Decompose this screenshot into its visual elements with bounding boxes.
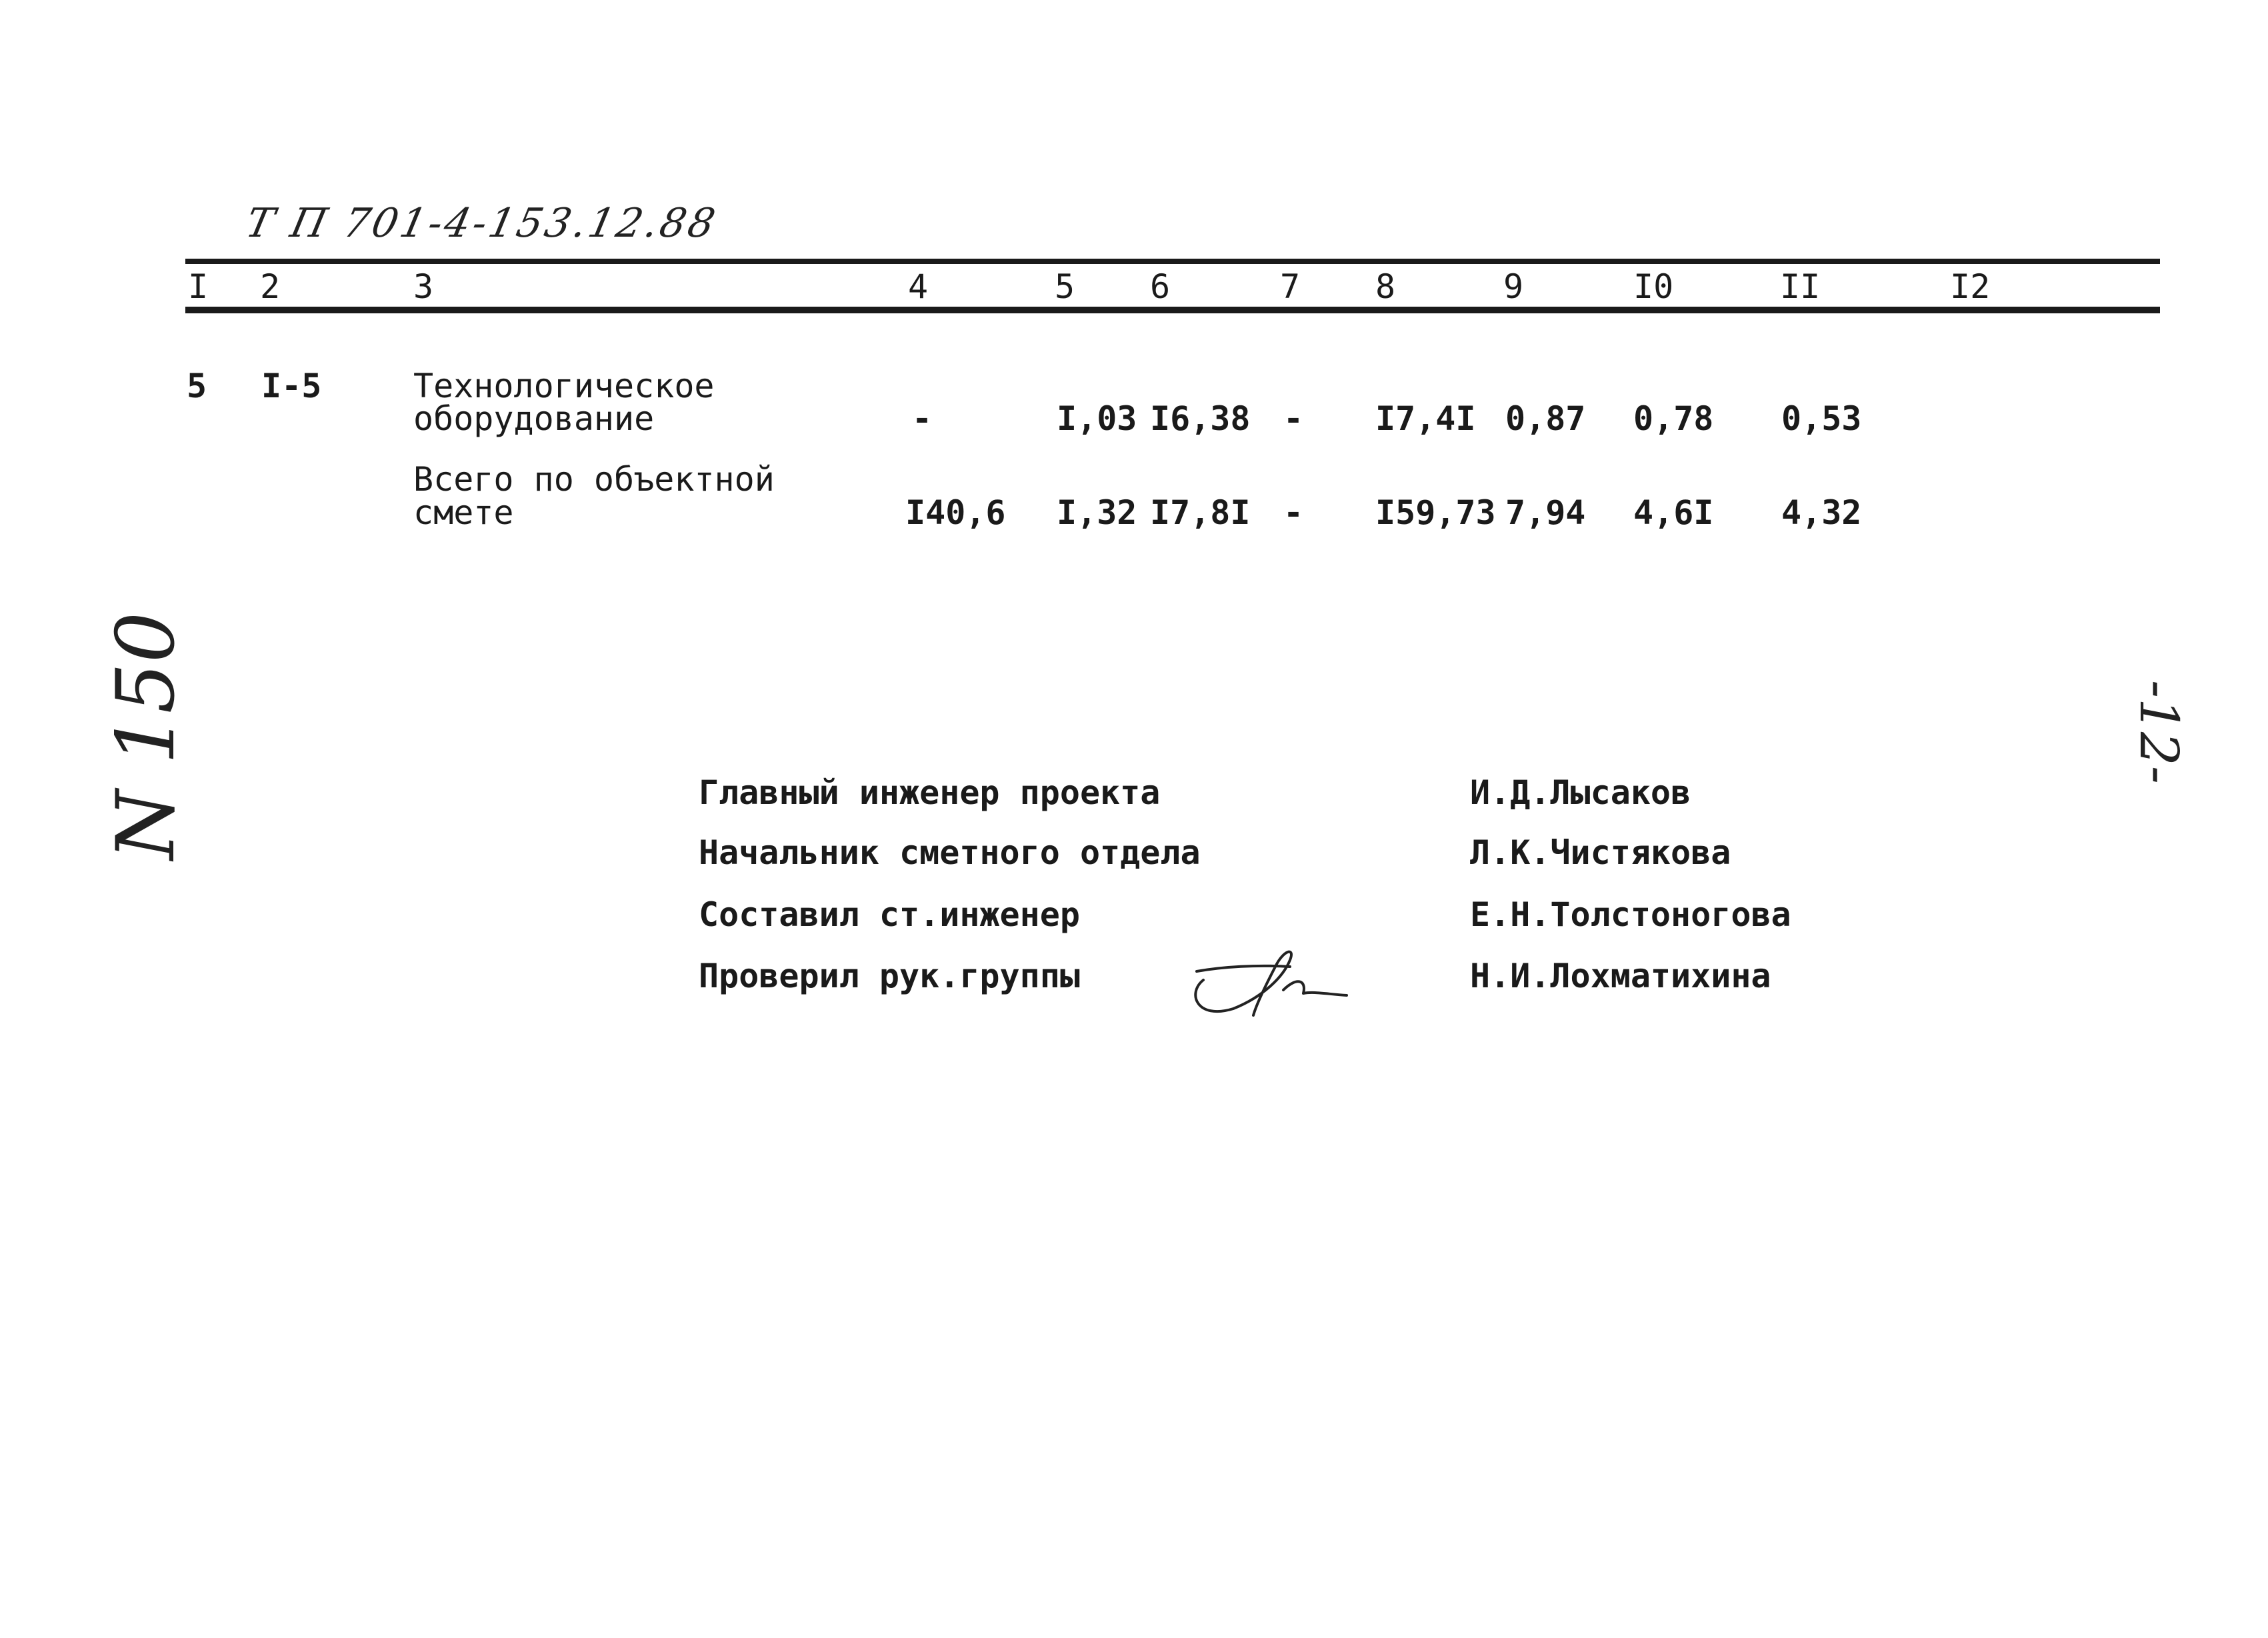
- row-col-9: 7,94: [1505, 493, 1586, 532]
- signature-title: Начальник сметного отдела: [699, 833, 1201, 872]
- handwritten-signature: [1183, 930, 1350, 1023]
- row-col-11: 4,32: [1781, 493, 1862, 532]
- signature-name: Н.И.Лохматихина: [1470, 957, 1771, 995]
- row-col-10: 0,78: [1633, 399, 1714, 438]
- signature-name: Л.К.Чистякова: [1470, 833, 1731, 872]
- row-col-7: -: [1283, 493, 1304, 532]
- row-col-8: I7,4I: [1375, 399, 1476, 438]
- header-col-1: I: [188, 267, 209, 306]
- header-col-8: 8: [1375, 267, 1396, 306]
- row-col-5: I,32: [1057, 493, 1137, 532]
- row-name-line2: смете: [413, 493, 514, 532]
- page-number: -12-: [2128, 680, 2190, 784]
- header-col-9: 9: [1503, 267, 1524, 306]
- row-col-4: I40,6: [905, 493, 1006, 532]
- row-name-line1: Всего по объектной: [413, 460, 775, 499]
- row-col-10: 4,6I: [1633, 493, 1714, 532]
- row-col-6: I7,8I: [1150, 493, 1251, 532]
- header-col-12: I2: [1950, 267, 1991, 306]
- row-col-11: 0,53: [1781, 399, 1862, 438]
- row-col-5: I,03: [1057, 399, 1137, 438]
- signature-title: Проверил рук.группы: [699, 957, 1080, 995]
- header-col-7: 7: [1280, 267, 1301, 306]
- row-col-6: I6,38: [1150, 399, 1251, 438]
- signature-title: Составил ст.инженер: [699, 895, 1080, 934]
- signature-title: Главный инженер проекта: [699, 773, 1161, 812]
- header-col-11: II: [1780, 267, 1821, 306]
- table-top-rule: [185, 259, 2160, 264]
- header-col-4: 4: [908, 267, 929, 306]
- row-col-7: -: [1283, 399, 1304, 438]
- row-name-line2: оборудование: [413, 399, 655, 438]
- table-header-rule: [185, 307, 2160, 313]
- row-col-8: I59,73: [1375, 493, 1496, 532]
- archive-number: N 150: [100, 611, 193, 860]
- header-col-6: 6: [1150, 267, 1171, 306]
- document-code: Т П 701-4-153.12.88: [241, 200, 722, 247]
- signature-name: И.Д.Лысаков: [1470, 773, 1691, 812]
- signature-name: Е.Н.Толстоногова: [1470, 895, 1791, 934]
- header-col-5: 5: [1055, 267, 1075, 306]
- row-name-line1: Технологическое: [413, 367, 715, 405]
- row-col-9: 0,87: [1505, 399, 1586, 438]
- row-col-4: -: [912, 399, 933, 438]
- header-col-3: 3: [413, 267, 434, 306]
- header-col-2: 2: [260, 267, 281, 306]
- row-code: I-5: [261, 367, 322, 405]
- header-col-10: I0: [1633, 267, 1674, 306]
- row-number: 5: [187, 367, 207, 405]
